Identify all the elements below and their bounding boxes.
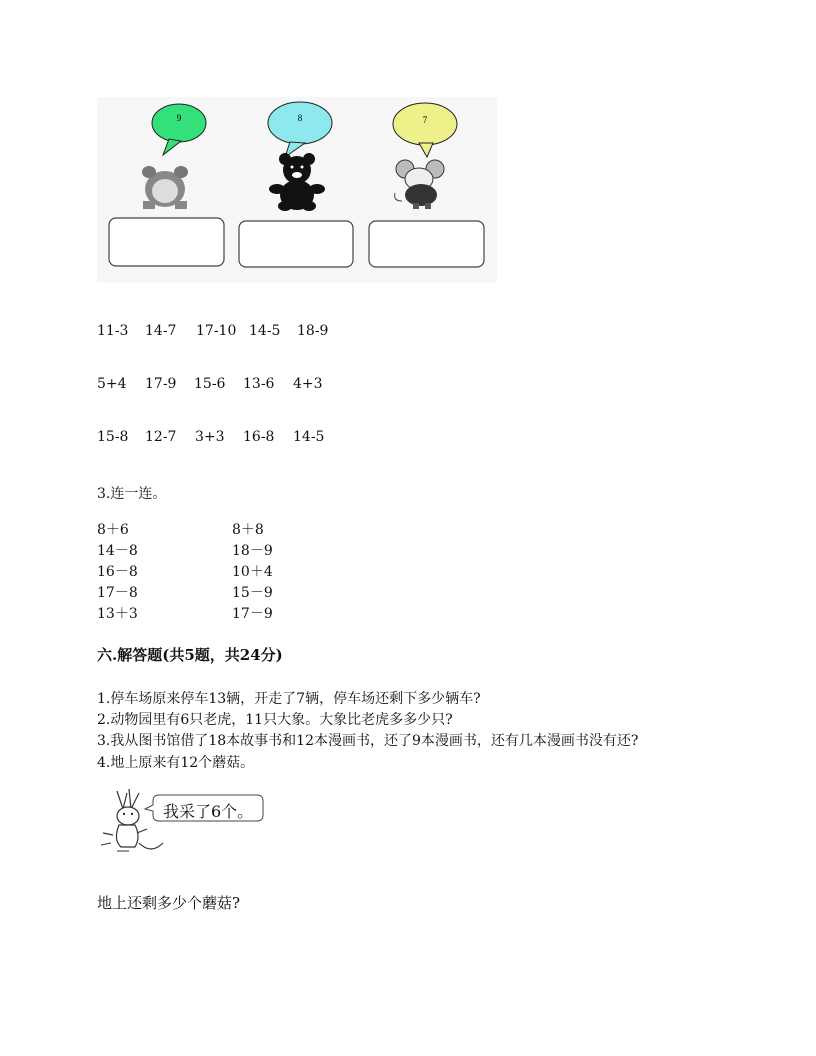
speech-bubble-3	[393, 103, 457, 157]
problem-2: 2.动物园里有6只老虎，11只大象。大象比老虎多多少只?	[97, 712, 453, 728]
bubble-number-2: 8	[297, 113, 303, 123]
section-3-title: 3.连一连。	[97, 486, 167, 502]
match-left-item[interactable]: 13＋3	[97, 606, 138, 622]
expr: 17-10	[196, 323, 237, 339]
animal-1-image	[142, 166, 188, 209]
match-left-item[interactable]: 16－8	[97, 564, 138, 580]
answer-box-2[interactable]	[239, 221, 353, 267]
bubble-number-3: 7	[422, 115, 428, 125]
match-right-item[interactable]: 18－9	[232, 543, 273, 559]
problem-4: 4.地上原来有12个蘑菇。	[97, 755, 255, 771]
speech-bubble-2	[268, 102, 332, 157]
answer-box-1[interactable]	[109, 218, 224, 266]
expr: 14-5	[249, 323, 281, 339]
match-right-item[interactable]: 17－9	[232, 606, 273, 622]
rabbit-speech-text: 我采了6个。	[163, 802, 254, 821]
rabbit-figure	[99, 785, 264, 860]
expr: 5+4	[97, 376, 127, 392]
match-right-item[interactable]: 8＋8	[232, 522, 264, 538]
expr: 12-7	[145, 429, 177, 445]
final-question: 地上还剩多少个蘑菇?	[97, 894, 241, 912]
expr: 11-3	[97, 323, 129, 339]
match-right-item[interactable]: 15－9	[232, 585, 273, 601]
problem-3: 3.我从图书馆借了18本故事书和12本漫画书，还了9本漫画书，还有几本漫画书没有还?	[97, 733, 639, 749]
rabbit-illustration	[99, 785, 264, 860]
match-left-item[interactable]: 8＋6	[97, 522, 129, 538]
match-left-item[interactable]: 17－8	[97, 585, 138, 601]
expr: 16-8	[243, 429, 275, 445]
answer-box-3[interactable]	[369, 221, 484, 267]
expr: 14-5	[293, 429, 325, 445]
section-6-heading: 六.解答题(共5题，共24分)	[97, 646, 283, 664]
animal-3-image	[395, 160, 444, 209]
expr: 17-9	[145, 376, 177, 392]
expr: 3+3	[195, 429, 225, 445]
expr: 18-9	[297, 323, 329, 339]
match-left-item[interactable]: 14－8	[97, 543, 138, 559]
speech-bubble-1	[152, 104, 206, 155]
expr: 13-6	[243, 376, 275, 392]
animals-illustration	[97, 97, 497, 283]
animals-figure	[97, 97, 497, 283]
expr: 15-8	[97, 429, 129, 445]
expr: 15-6	[194, 376, 226, 392]
bubble-number-1: 9	[176, 113, 182, 123]
animal-2-image	[269, 153, 325, 211]
expr: 4+3	[293, 376, 323, 392]
expr: 14-7	[145, 323, 177, 339]
problem-1: 1.停车场原来停车13辆，开走了7辆，停车场还剩下多少辆车?	[97, 691, 481, 707]
match-right-item[interactable]: 10＋4	[232, 564, 273, 580]
